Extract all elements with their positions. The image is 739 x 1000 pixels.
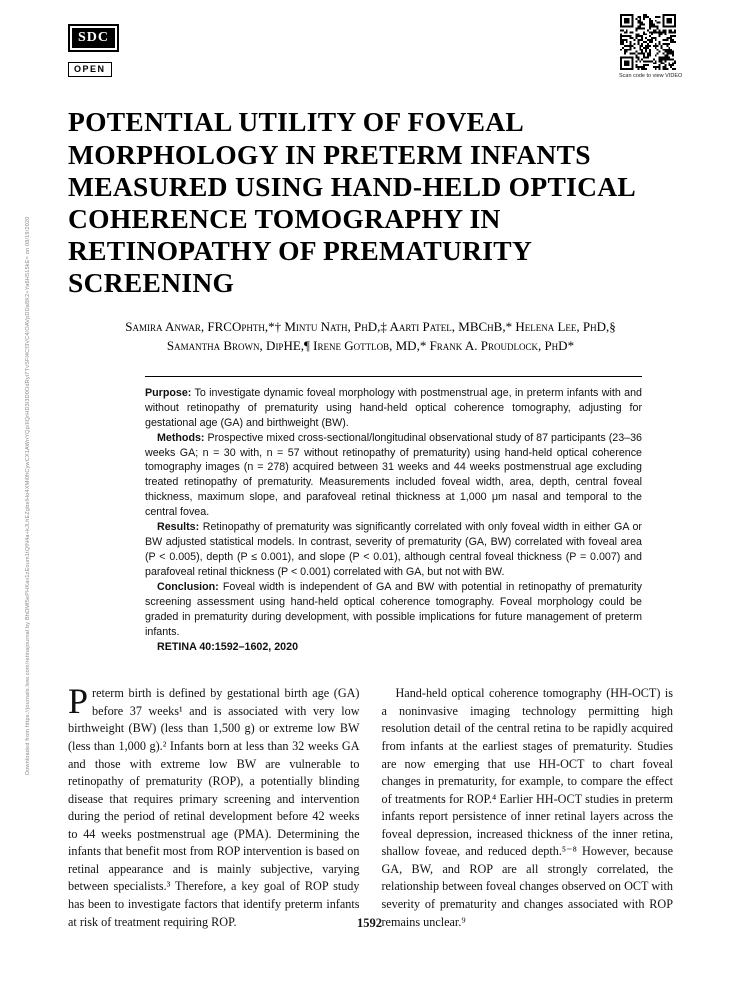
abstract-methods-label: Methods: [157,431,205,444]
abstract-conclusion-label: Conclusion: [157,581,219,594]
abstract-purpose [145,386,642,431]
body-columns [68,681,673,931]
dropcap-letter: P [68,681,89,722]
body-left-column [68,681,360,931]
abstract-purpose-label: Purpose: [145,386,192,399]
intro-paragraph-left-text: reterm birth is defined by gestational birth age (GA) before 37 weeks¹ and is associated with very low birthweight (BW) (less than 1,500 g) or extreme low BW (less than 1,000 g).² Infants born at less than 32 weeks GA and those with extreme low BW are vulnerable to retinopathy of prematurity (ROP), a potentially blinding disease that requires primary screening and intervention during the period of retinal development before 42 weeks to 44 weeks postmenstrual age (PMA). Determining the infants that benefit most from ROP intervention is based on retinal appearance and is mainly subjective, varying between specialists.³ Therefore, a key goal of ROP study has been to investigate factors that identify preterm infants at risk of treatment requiring ROP. [68,686,360,929]
page-number: 1592 [357,916,382,930]
abstract-results-text: Retinopathy of prematurity was significantly correlated with only foveal width in either GA or BW adjusted statistical models. In contrast, severity of prematurity (GA, BW) correlated with foveal area (P < 0.005), depth (P ≤ 0.001), and slope (P < 0.01), although central foveal thickness (P = 0.007) and parafoveal retinal thickness (P < 0.001) correlated with GA, but not with BW. [145,521,642,579]
abstract-conclusion [145,580,642,640]
intro-paragraph-right: Hand-held optical coherence tomography (HH-OCT) is a noninvasive imaging technology permitting high resolution detail of the central retina to be rapidly acquired from infants at the earliest stages of prematurity. Studies are now emerging that use HH-OCT to chart foveal changes in prematurity, for example, to compare the effect of treatments for ROP.⁴ Earlier HH-OCT studies in preterm infants report persistence of inner retinal layers across the foveal depression, increased thickness of the inner retina, shallow foveae, and reduced depth.⁵⁻⁸ However, because GA, BW, and ROP are all strongly correlated, the relationship between foveal changes observed on OCT with severity of prematurity and changes associated with ROP remains unclear.⁹ [381,686,673,929]
qr-block [619,14,683,79]
author-line-2: Samantha Brown, DipHE,¶ Irene Gottlob, MD,* Frank A. Proudlock, PhD* [166,337,575,353]
open-access-badge: OPEN [68,62,112,77]
download-provenance-text: Downloaded from https://journals.lww.com/retinajournal by BhDMf5ePHKav1zEoum1tQfN4a+kJLhEZgbsIHo4XMi0hCywCX1AWnYQp/IlQrHD3i3D0OdRyi7TvSFl4Cf3VC4/OAVpDDa8K2+Ya6H515kE= on 08/19/2020 [25,216,31,775]
qr-caption: Scan code to view VIDEO [619,73,683,79]
abstract-citation [145,640,642,655]
abstract-methods [145,431,642,521]
abstract-results [145,520,642,580]
article-title: POTENTIAL UTILITY OF FOVEAL MORPHOLOGY IN PRETERM INFANTS MEASURED USING HAND-HELD OPTICAL COHERENCE TOMOGRAPHY IN RETINOPATHY OF PREMATURITY SCREENING [68,106,635,299]
abstract-methods-text: Prospective mixed cross-sectional/longitudinal observational study of 87 participants (23–36 weeks GA; n = 30 with, n = 57 without retinopathy of prematurity) using hand-held optical coherence tomography images (n = 278) acquired between 31 weeks and 44 weeks postmenstrual age excluding treated retinopathy of prematurity. Measurements included foveal width, area, depth, central foveal thickness, maximum slope, and parafoveal retinal thickness at 1,000 μm nasal and temporal to the central fovea. [145,431,642,519]
intro-paragraph-left [68,681,360,931]
author-line-1: Samira Anwar, FRCOphth,*† Mintu Nath, PhD,‡ Aarti Patel, MBChB,* Helena Lee, PhD,§ [125,318,616,334]
abstract-results-label: Results: [157,521,200,534]
abstract-purpose-text: To investigate dynamic foveal morphology with postmenstrual age, in preterm infants with and without retinopathy of prematurity using hand-held optical coherence tomography, adjusting for gestational age (GA) and birthweight (BW). [145,386,642,429]
sdc-badge-label: SDC [72,28,115,48]
body-right-column [382,685,674,931]
abstract-citation-journal: RETINA [157,641,197,654]
abstract-conclusion-text: Foveal width is independent of GA and BW with potential in retinopathy of prematurity screening assessment using hand-held optical coherence tomography. Foveal morphology could be graded in prematurity during development, with possible implications for future management of preterm infants. [145,581,642,639]
author-list [68,318,673,356]
qr-code-icon [620,14,676,70]
abstract-citation-text: 40:1592–1602, 2020 [196,641,299,654]
sdc-badge [68,24,119,52]
abstract [145,376,642,656]
